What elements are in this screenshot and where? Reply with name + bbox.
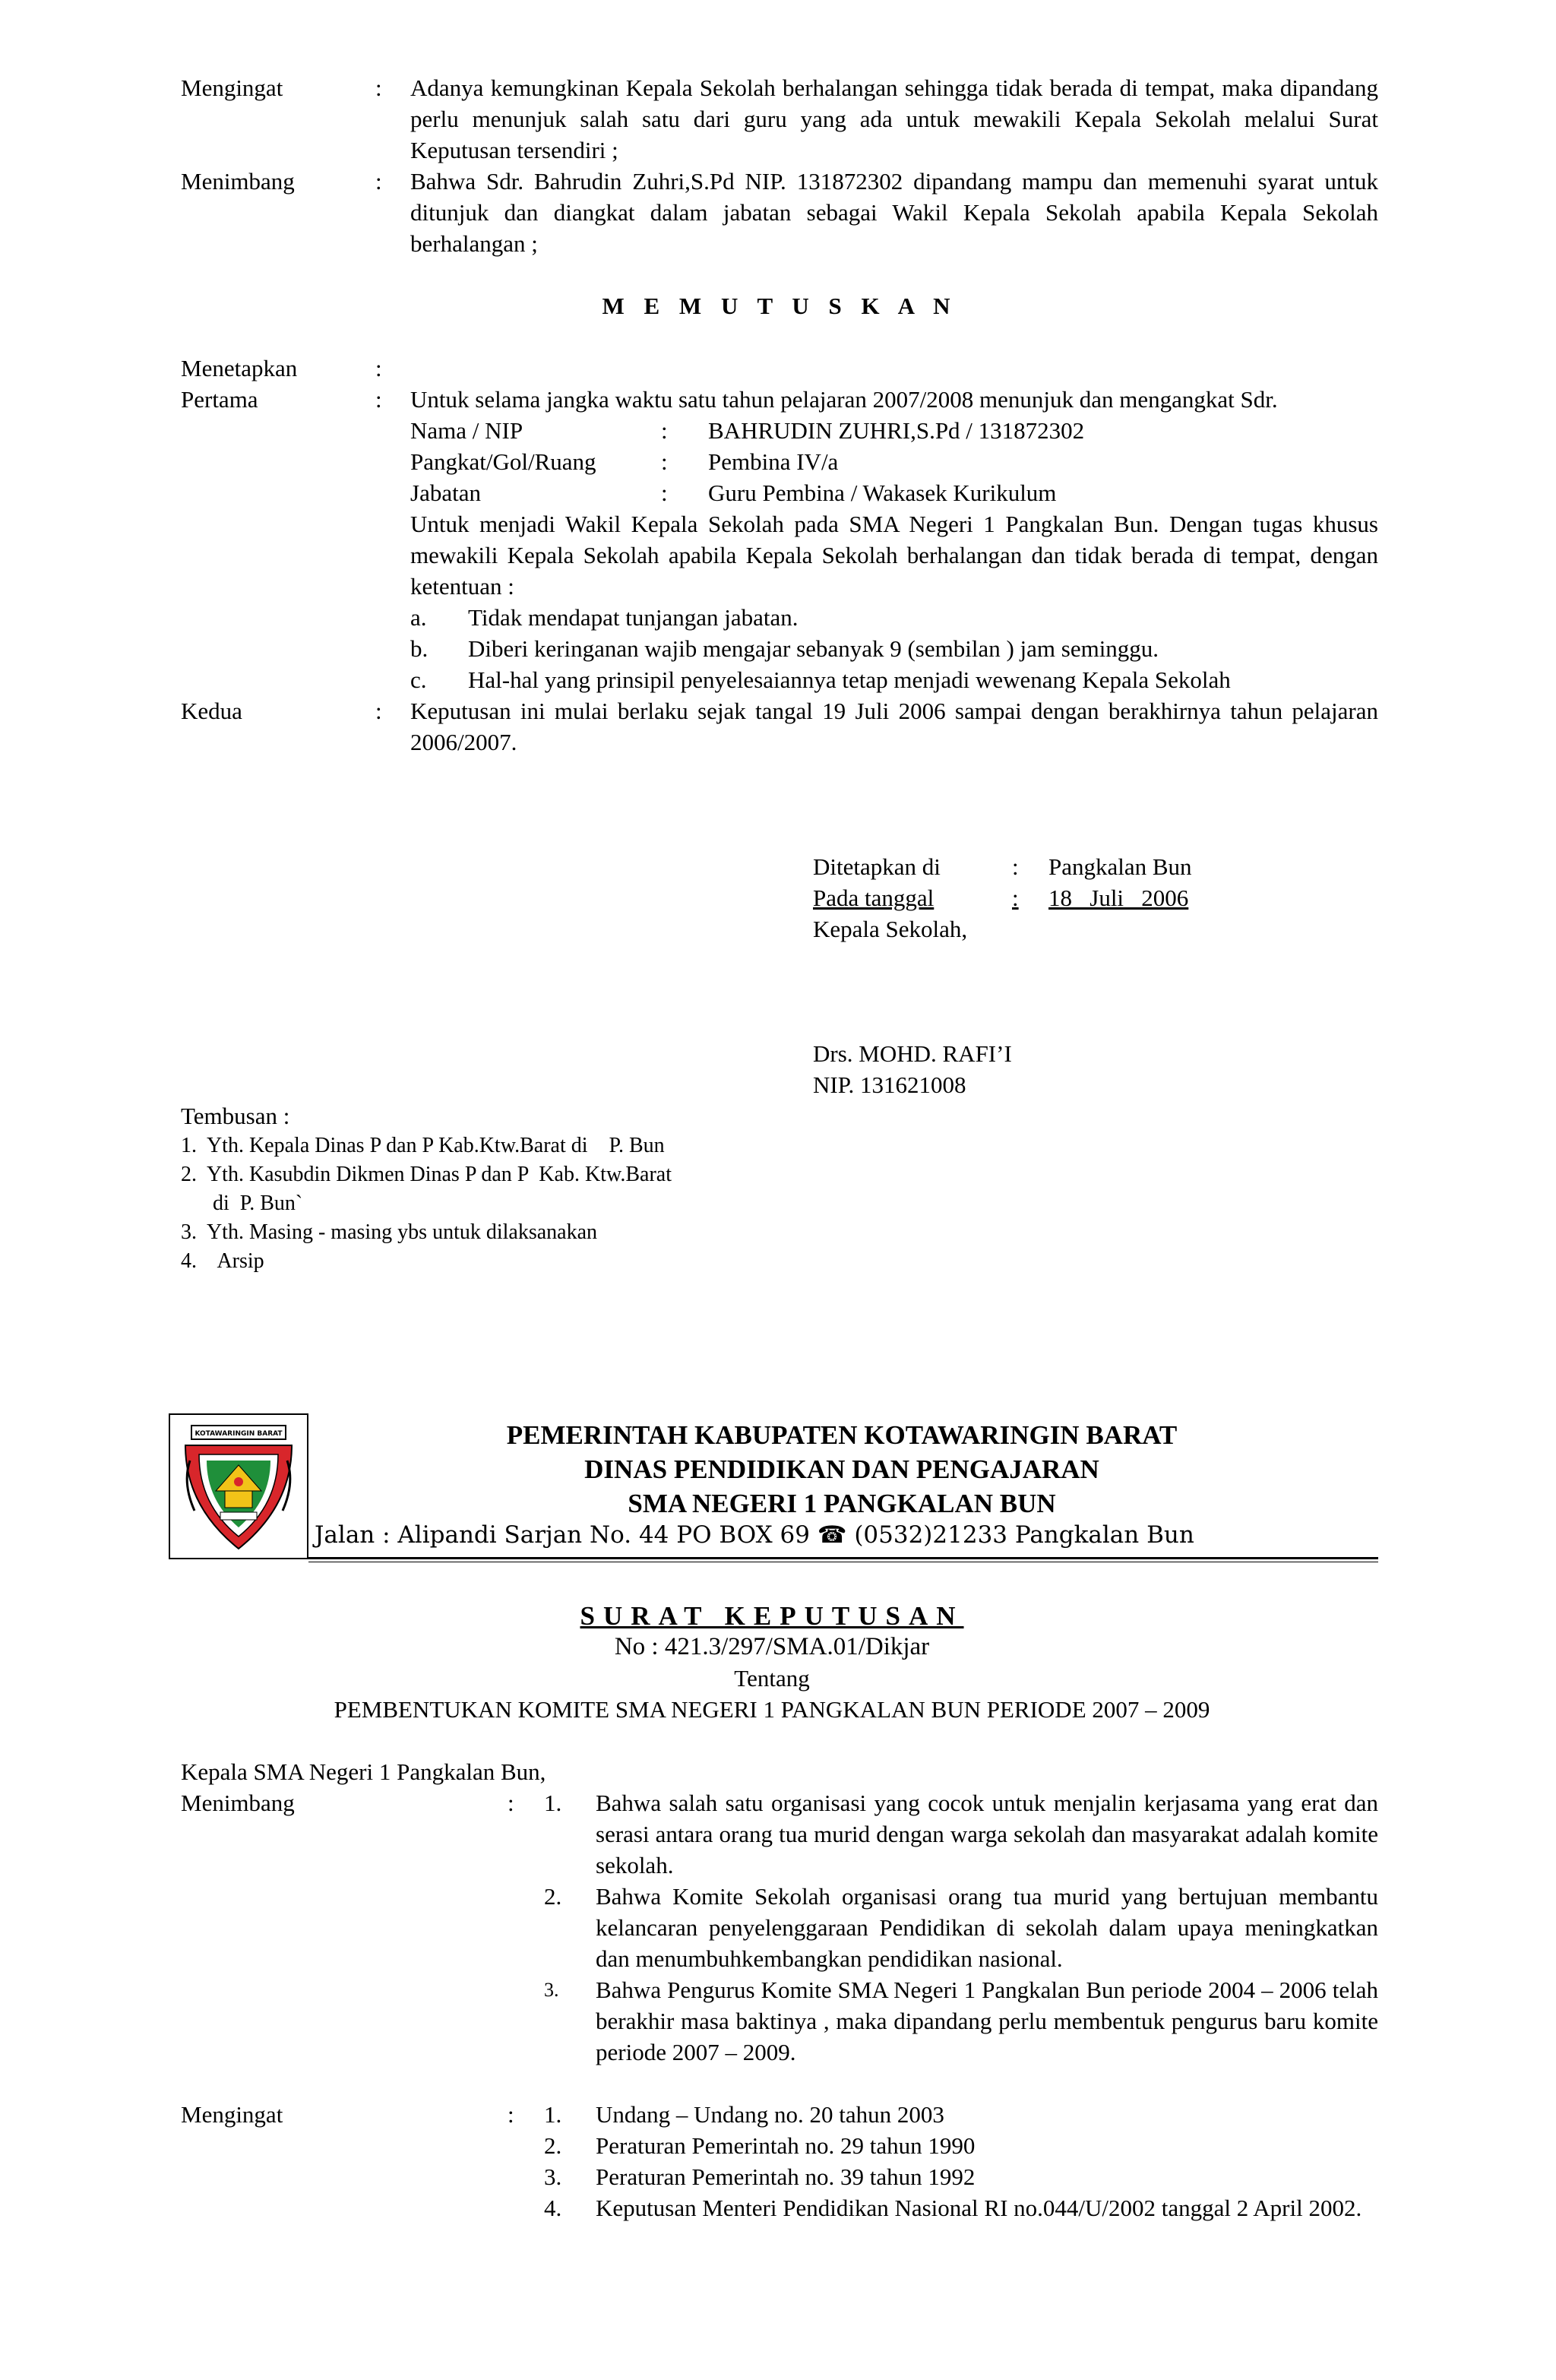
document-title: SURAT KEPUTUSAN xyxy=(580,1601,964,1631)
tembusan-item: 2. Yth. Kasubdin Dikmen Dinas P dan P Kab. Ktw.Barat xyxy=(181,1163,672,1186)
pertama-text: Untuk selama jangka waktu satu tahun pelajaran 2007/2008 menunjuk dan mengangkat Sdr. xyxy=(410,386,1278,413)
mengingat-2-item xyxy=(544,2099,1378,2130)
signer-name: Drs. MOHD. RAFI’I xyxy=(813,1040,1012,1067)
ditetapkan-label: Ditetapkan di xyxy=(813,853,941,880)
pertama-text-2: Untuk menjadi Wakil Kepala Sekolah pada SMA Negeri 1 Pangkalan Bun. Dengan tugas khusus mewakili Kepala Sekolah apabila Kepala Sekolah berhalangan dan tidak berada di tempat, dengan ketentuan : xyxy=(410,511,1378,600)
field-jabatan xyxy=(410,477,1378,508)
menimbang-2-item xyxy=(544,1974,1378,2068)
regency-crest-icon xyxy=(170,1415,307,1558)
phone-icon: ☎ xyxy=(817,1521,847,1549)
field-key: Nama / NIP xyxy=(410,417,523,444)
kedua-label: Kedua xyxy=(181,698,242,724)
mengingat-2-section xyxy=(181,2099,1378,2223)
menimbang-2-item xyxy=(544,1881,1378,1974)
logo-banner-text: KOTAWARINGIN BARAT xyxy=(194,1430,283,1438)
mengingat-section xyxy=(181,72,1378,166)
opening-line: Kepala SMA Negeri 1 Pangkalan Bun, xyxy=(181,1758,546,1785)
kedua-colon: : xyxy=(375,698,382,724)
address-phone: (0532)21233 Pangkalan Bun xyxy=(854,1521,1194,1549)
pertama-label: Pertama xyxy=(181,386,258,413)
kedua-text: Keputusan ini mulai berlaku sejak tangal 19 Juli 2006 sampai dengan berakhirnya tahun pelajaran 2006/2007. xyxy=(410,698,1378,755)
letterhead-title xyxy=(310,1418,1374,1521)
decree-letter-2 xyxy=(166,1413,1378,2223)
letterhead-rule xyxy=(308,1557,1378,1559)
tembusan-item: di P. Bun` xyxy=(181,1192,303,1215)
mengingat-text: Adanya kemungkinan Kepala Sekolah berhalangan sehingga tidak berada di tempat, maka dipandang perlu menunjuk salah satu dari guru yang ada untuk mewakili Kepala Sekolah melalui Surat Keputusan tersendiri ; xyxy=(410,74,1378,163)
tembusan-heading: Tembusan : xyxy=(181,1103,290,1129)
ketentuan-mark: b. xyxy=(410,635,429,662)
menimbang-2-section xyxy=(181,1787,1378,2068)
mengingat-2-colon: : xyxy=(508,2101,514,2128)
mengingat-2-label: Mengingat xyxy=(181,2101,283,2128)
menimbang-2-label: Menimbang xyxy=(181,1790,295,1816)
document-number: No : 421.3/297/SMA.01/Dikjar xyxy=(614,1633,930,1660)
field-value: BAHRUDIN ZUHRI,S.Pd / 131872302 xyxy=(708,417,1085,444)
kedua-section xyxy=(181,695,1378,758)
field-colon: : xyxy=(661,417,668,444)
item-number: 2. xyxy=(544,2132,562,2159)
item-number: 2. xyxy=(544,1883,562,1910)
field-value: Guru Pembina / Wakasek Kurikulum xyxy=(708,479,1057,506)
ketentuan-text: Tidak mendapat tunjangan jabatan. xyxy=(468,604,799,631)
item-number: 1. xyxy=(544,1790,562,1816)
menimbang-2-item xyxy=(544,1787,1378,1881)
menimbang-text: Bahwa Sdr. Bahrudin Zuhri,S.Pd NIP. 131872302 dipandang mampu dan memenuhi syarat untuk ditunjuk dan diangkat dalam jabatan sebagai Wakil Kepala Sekolah apabila Kepala Sekolah berhalangan ; xyxy=(410,168,1378,257)
signer-nip: NIP. 131621008 xyxy=(813,1071,966,1098)
menimbang-colon: : xyxy=(375,168,382,195)
field-pangkat xyxy=(410,446,1378,477)
field-colon: : xyxy=(661,448,668,475)
signature-block xyxy=(813,851,1238,1100)
ketentuan-item xyxy=(410,633,1378,664)
tanggal-colon: : xyxy=(1012,885,1019,911)
signer-position: Kepala Sekolah, xyxy=(813,916,968,942)
menimbang-label: Menimbang xyxy=(181,168,295,195)
ketentuan-text: Hal-hal yang prinsipil penyelesaiannya tetap menjadi wewenang Kepala Sekolah xyxy=(468,666,1231,693)
item-text: Peraturan Pemerintah no. 29 tahun 1990 xyxy=(596,2132,976,2159)
ditetapkan-value: Pangkalan Bun xyxy=(1048,853,1192,880)
tanggal-row xyxy=(813,882,1216,913)
letterhead xyxy=(166,1413,1378,1562)
menimbang-section xyxy=(181,166,1378,259)
document-subject: PEMBENTUKAN KOMITE SMA NEGERI 1 PANGKALAN BUN PERIODE 2007 – 2009 xyxy=(334,1696,1210,1723)
item-number: 1. xyxy=(544,2101,562,2128)
tanggal-label: Pada tanggal xyxy=(813,885,935,911)
pertama-section xyxy=(181,384,1378,695)
decree-page-1 xyxy=(181,72,1378,758)
item-text: Keputusan Menteri Pendidikan Nasional RI no.044/U/2002 tanggal 2 April 2002. xyxy=(596,2195,1362,2221)
memutuskan-heading: M E M U T U S K A N xyxy=(602,293,957,319)
mengingat-2-item xyxy=(544,2130,1378,2161)
tembusan-item: 3. Yth. Masing - masing ybs untuk dilaksanakan xyxy=(181,1220,598,1244)
pertama-colon: : xyxy=(375,386,382,413)
menetapkan-colon: : xyxy=(375,355,382,381)
item-text: Bahwa Pengurus Komite SMA Negeri 1 Pangkalan Bun periode 2004 – 2006 telah berakhir masa baktinya , maka dipandang perlu membentuk pengurus baru komite periode 2007 – 2009. xyxy=(596,1976,1378,2065)
letter2-body xyxy=(166,1756,1378,2223)
tembusan-block xyxy=(181,1100,865,1276)
item-text: Undang – Undang no. 20 tahun 2003 xyxy=(596,2101,944,2128)
tanggal-value: 18 Juli 2006 xyxy=(1048,885,1189,911)
item-number: 3. xyxy=(544,1979,559,2001)
letterhead-line: PEMERINTAH KABUPATEN KOTAWARINGIN BARAT xyxy=(506,1420,1178,1450)
mengingat-label: Mengingat xyxy=(181,74,283,101)
tembusan-item: 4. Arsip xyxy=(181,1249,264,1273)
mengingat-2-item xyxy=(544,2161,1378,2192)
item-text: Peraturan Pemerintah no. 39 tahun 1992 xyxy=(596,2163,976,2190)
ketentuan-mark: a. xyxy=(410,604,427,631)
ditetapkan-colon: : xyxy=(1012,853,1019,880)
tembusan-item: 1. Yth. Kepala Dinas P dan P Kab.Ktw.Barat di P. Bun xyxy=(181,1134,665,1157)
letterhead-line: DINAS PENDIDIKAN DAN PENGAJARAN xyxy=(584,1454,1099,1484)
item-number: 4. xyxy=(544,2195,562,2221)
mengingat-2-item xyxy=(544,2192,1378,2223)
menimbang-2-colon: : xyxy=(508,1790,514,1816)
field-key: Pangkat/Gol/Ruang xyxy=(410,448,596,475)
regency-logo xyxy=(169,1413,308,1559)
tentang-label: Tentang xyxy=(734,1665,810,1692)
ketentuan-text: Diberi keringanan wajib mengajar sebanyak 9 (sembilan ) jam seminggu. xyxy=(468,635,1159,662)
item-number: 3. xyxy=(544,2163,562,2190)
letterhead-line: SMA NEGERI 1 PANGKALAN BUN xyxy=(628,1489,1056,1518)
ditetapkan-row xyxy=(813,851,1238,882)
ketentuan-item xyxy=(410,602,1378,633)
item-text: Bahwa Komite Sekolah organisasi orang tua murid yang bertujuan membantu kelancaran penyelenggaraan Pendidikan di sekolah dalam upaya meningkatkan dan menumbuhkembangkan pendidikan nasional. xyxy=(596,1883,1378,1972)
field-colon: : xyxy=(661,479,668,506)
ketentuan-mark: c. xyxy=(410,666,427,693)
mengingat-colon: : xyxy=(375,74,382,101)
address-text: Jalan : Alipandi Sarjan No. 44 PO BOX 69 xyxy=(315,1521,810,1549)
ketentuan-item xyxy=(410,664,1378,695)
menetapkan-label: Menetapkan xyxy=(181,355,298,381)
letterhead-address xyxy=(315,1520,1194,1551)
menetapkan-section xyxy=(181,353,1378,384)
item-text: Bahwa salah satu organisasi yang cocok untuk menjalin kerjasama yang erat dan serasi antara orang tua murid dengan warga sekolah dan masyarakat adalah komite sekolah. xyxy=(596,1790,1378,1878)
field-value: Pembina IV/a xyxy=(708,448,839,475)
field-key: Jabatan xyxy=(410,479,481,506)
field-nama-nip xyxy=(410,415,1378,446)
